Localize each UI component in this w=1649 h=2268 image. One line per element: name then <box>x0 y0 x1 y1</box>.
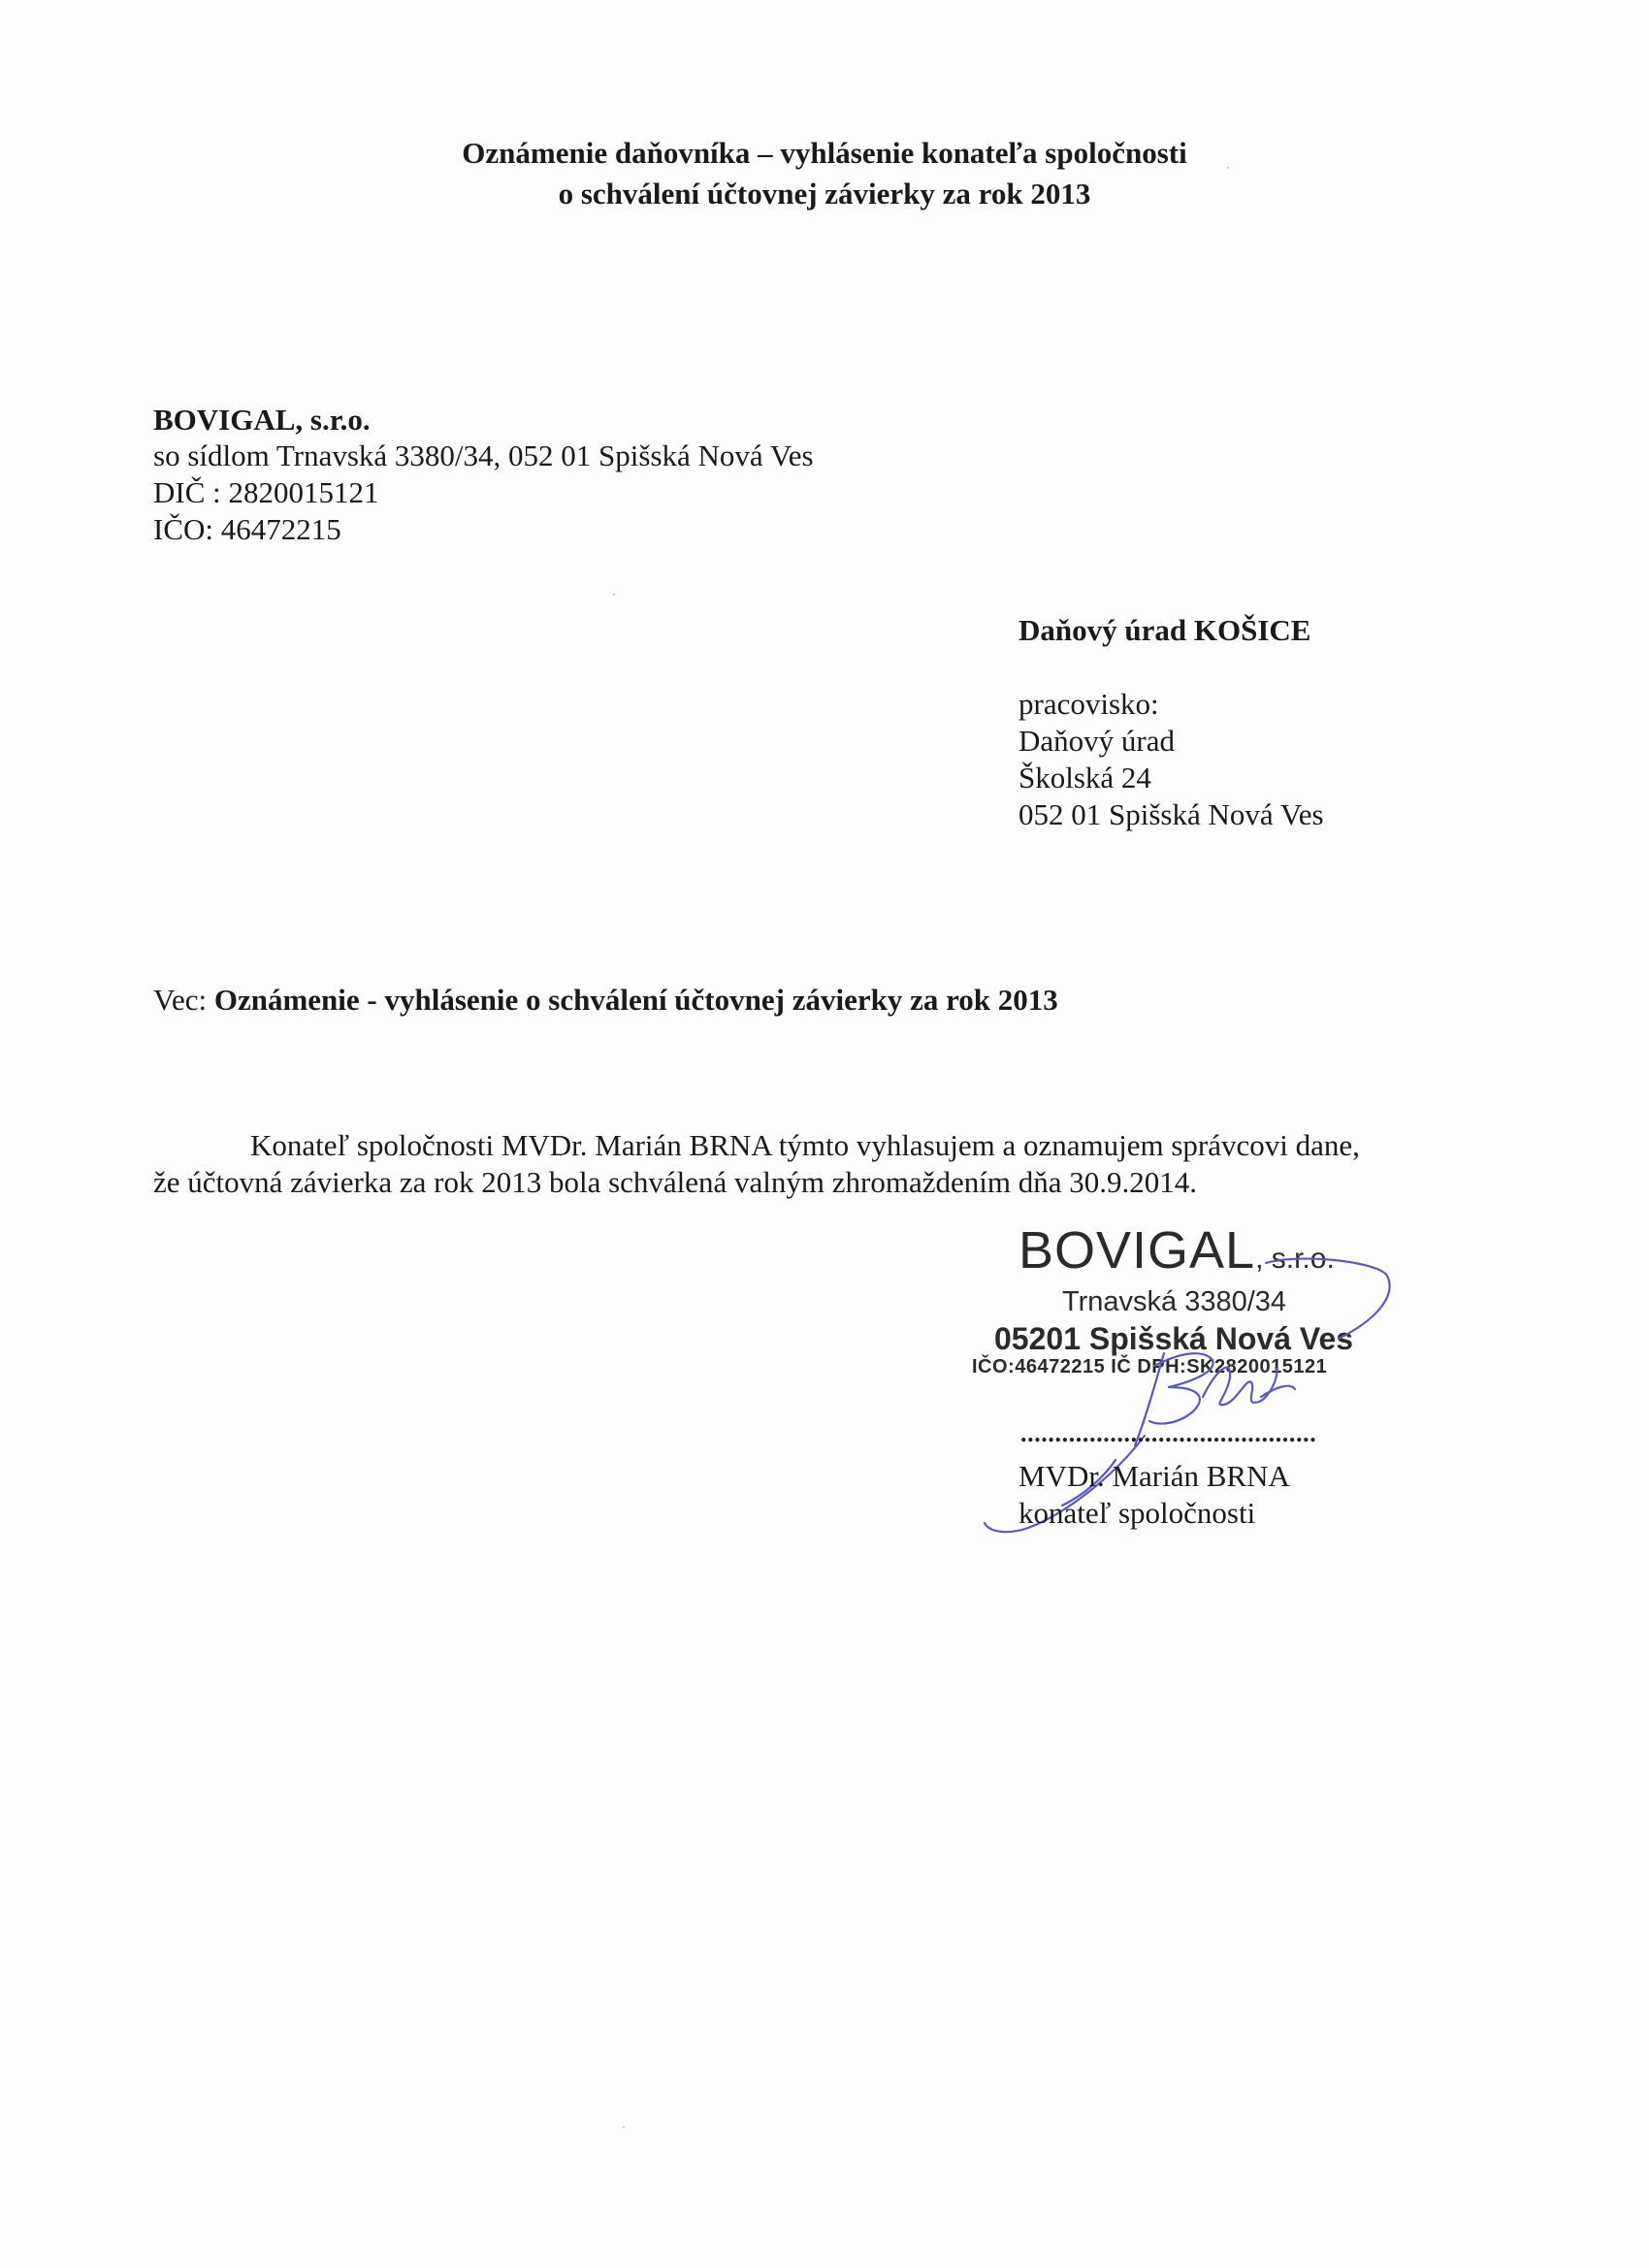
recipient-street: Školská 24 <box>1018 761 1151 794</box>
body-line1: Konateľ spoločnosti MVDr. Marián BRNA týmto vyhlasujem a oznamujem správcovi dane, <box>250 1128 1360 1162</box>
scan-speck <box>613 594 615 596</box>
document-title-line1: Oznámenie daňovníka – vyhlásenie konateľa spoločnosti <box>462 136 1187 170</box>
stamp-name-suffix: , s.r.o. <box>1255 1243 1335 1275</box>
sender-ico: IČO: 46472215 <box>153 512 341 546</box>
subject-line <box>153 982 1058 1019</box>
stamp-street: Trnavská 3380/34 <box>1062 1286 1287 1317</box>
signature-line: ........................................... <box>1020 1419 1317 1447</box>
document-title-line2: o schválení účtovnej závierky za rok 2013 <box>558 177 1091 211</box>
stamp-company-name <box>1018 1220 1335 1280</box>
recipient-workplace-name: Daňový úrad <box>1018 724 1175 758</box>
sender-company: BOVIGAL, s.r.o. <box>153 403 371 437</box>
sender-dic: DIČ : 2820015121 <box>153 475 379 509</box>
sender-address: so sídlom Trnavská 3380/34, 052 01 Spišská Nová Ves <box>153 438 814 472</box>
subject-label: Vec: <box>153 983 214 1017</box>
signatory-name: MVDr. Marián BRNA <box>1018 1459 1290 1493</box>
scan-speck <box>1227 167 1229 169</box>
recipient-city: 052 01 Spišská Nová Ves <box>1018 797 1324 831</box>
recipient-office: Daňový úrad KOŠICE <box>1018 613 1311 647</box>
stamp-name-text: BOVIGAL <box>1018 1221 1256 1280</box>
body-line2: že účtovná závierka za rok 2013 bola schválená valným zhromaždením dňa 30.9.2014. <box>153 1165 1197 1199</box>
stamp-ids: IČO:46472215 IČ DPH:SK2820015121 <box>972 1356 1328 1377</box>
scan-speck <box>623 2126 625 2128</box>
company-stamp <box>960 1220 1416 1385</box>
signatory-role: konateľ spoločnosti <box>1018 1496 1256 1530</box>
stamp-city: 05201 Spišská Nová Ves <box>994 1321 1354 1356</box>
recipient-workplace-label: pracovisko: <box>1018 687 1159 721</box>
subject-text: Oznámenie - vyhlásenie o schválení účtovnej závierky za rok 2013 <box>213 983 1058 1017</box>
